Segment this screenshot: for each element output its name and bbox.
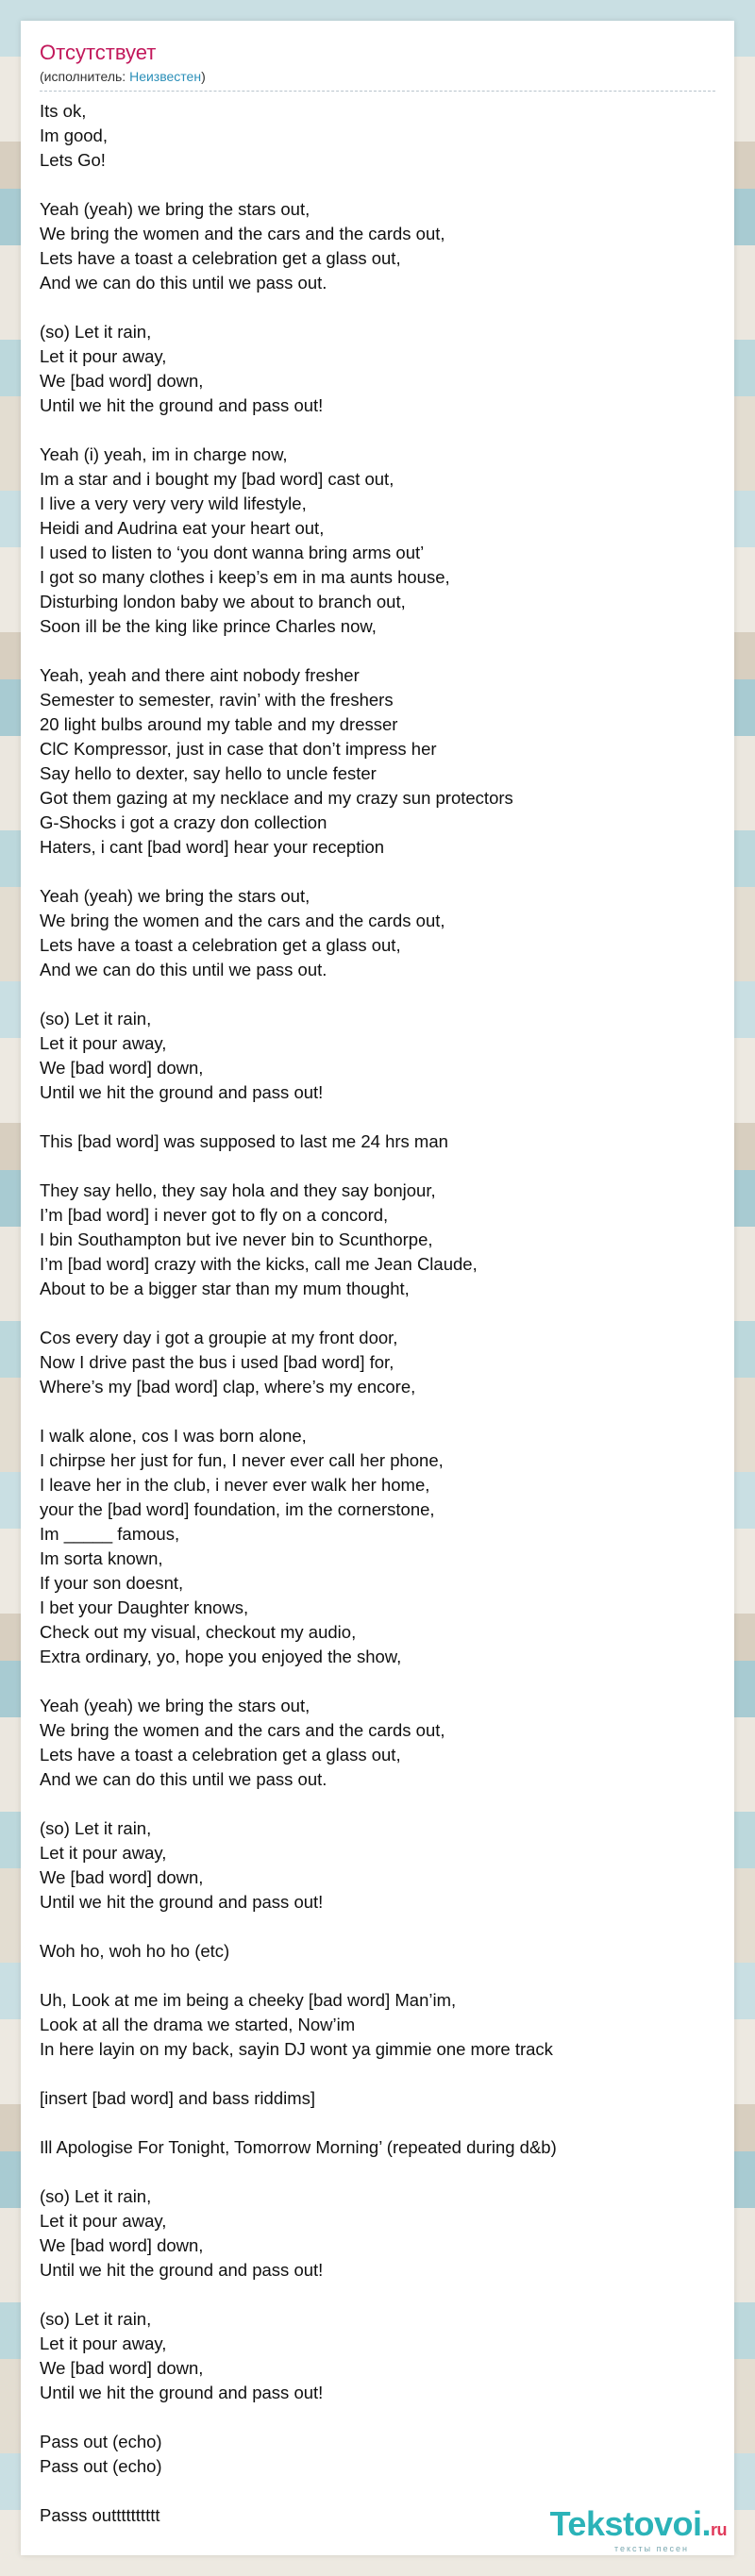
song-header bbox=[40, 40, 715, 92]
logo-wordmark bbox=[550, 2506, 727, 2548]
performer-suffix: ) bbox=[201, 69, 206, 84]
song-title: Отсутствует bbox=[40, 41, 157, 64]
performer-line bbox=[40, 68, 715, 92]
logo-tld: ru bbox=[711, 2520, 727, 2539]
lyrics-text: Its ok, Im good, Lets Go! Yeah (yeah) we bring the stars out, We bring the women and the cars and the cards out, Lets have a toast a celebration get a glass out, And we can do this until we pass out. (so) Let it rain, Let it pour away, We [bad word] down, Until we hit the ground and pass out! Yeah (i) yeah, im in charge now, Im a star and i bought my [bad word] cast out, I live a very very very wild lifestyle, Heidi and Audrina eat your heart out, I used to listen to ‘you dont wanna bring arms out’ I got so many clothes i keep’s em in ma aunts house, Disturbing london baby we about to branch out, Soon ill be the king like prince Charles now, Yeah, yeah and there aint nobody fresher Semester to semester, ravin’ with the freshers 20 light bulbs around my table and my dresser ClC Kompressor, just in case that don’t impress her Say hello to dexter, say hello to uncle fester Got them gazing at my necklace and my crazy sun protectors G-Shocks i got a crazy don collection Haters, i cant [bad word] hear your reception Yeah (yeah) we bring the stars out, We bring the women and the cars and the cards out, Lets have a toast a celebration get a glass out, And we can do this until we pass out. (so) Let it rain, Let it pour away, We [bad word] down, Until we hit the ground and pass out! This [bad word] was supposed to last me 24 hrs man They say hello, they say hola and they say bonjour, I’m [bad word] i never got to fly on a concord, I bin Southampton but ive never bin to Scunthorpe, I’m [bad word] crazy with the kicks, call me Jean Claude, About to be a bigger star than my mum thought, Cos every day i got a groupie at my front door, Now I drive past the bus i used [bad word] for, Where’s my [bad word] clap, where’s my encore, I walk alone, cos I was born alone, I chirpse her just for fun, I never ever call her phone, I leave her in the club, i never ever walk her home, your the [bad word] foundation, im the cornerstone, Im _____ famous, Im sorta known, If your son doesnt, I bet your Daughter knows, Check out my visual, checkout my audio, Extra ordinary, yo, hope you enjoyed the show, Yeah (yeah) we bring the stars out, We bring the women and the cars and the cards out, Lets have a toast a celebration get a glass out, And we can do this until we pass out. (so) Let it rain, Let it pour away, We [bad word] down, Until we hit the ground and pass out! Woh ho, woh ho ho (etc) Uh, Look at me im being a cheeky [bad word] Man’im, Look at all the drama we started, Now’im In here layin on my back, sayin DJ wont ya gimmie one more track [insert [bad word] and bass riddims] Ill Apologise For Tonight, Tomorrow Morning’ (repeated during d&b) (so) Let it rain, Let it pour away, We [bad word] down, Until we hit the ground and pass out! (so) Let it rain, Let it pour away, We [bad word] down, Until we hit the ground and pass out! Pass out (echo) Pass out (echo) Passs outttttttttt bbox=[40, 101, 557, 2525]
logo-name: Tekstovoi bbox=[549, 2504, 702, 2543]
performer-prefix: (исполнитель: bbox=[40, 69, 130, 84]
logo-tagline: тексты песен bbox=[613, 2544, 689, 2553]
lyrics-card bbox=[21, 21, 734, 2555]
logo-dot: . bbox=[701, 2504, 711, 2543]
artist-link[interactable]: Неизвестен bbox=[129, 69, 202, 84]
site-logo[interactable] bbox=[550, 2506, 727, 2553]
